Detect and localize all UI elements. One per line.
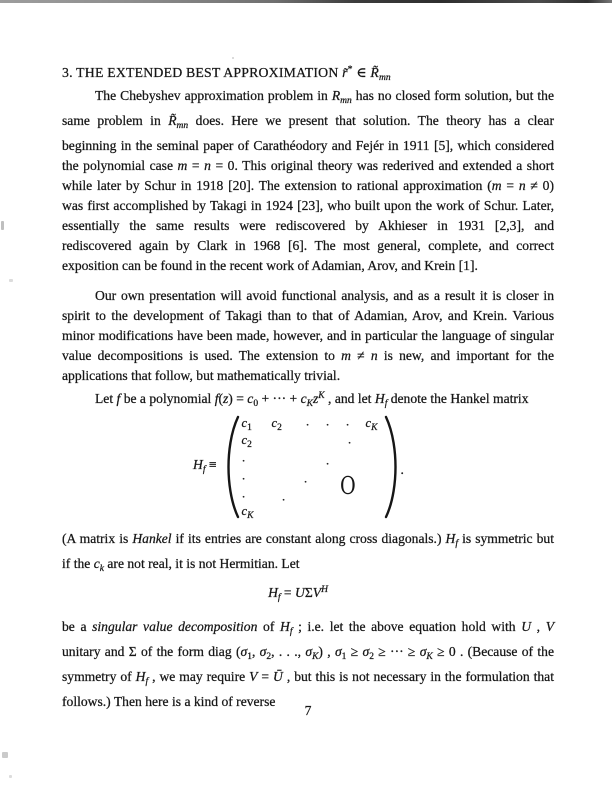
matrix-period: .: [400, 462, 404, 477]
svd-equation: $H_f = U\Sigma V^H$: [268, 585, 328, 603]
matrix-cell: ·: [281, 493, 286, 507]
matrix-cell: ·: [241, 490, 246, 504]
scan-artifact-top-edge: [0, 0, 612, 3]
section-heading: 3. THE EXTENDED BEST APPROXIMATION r̃* ∈ $R̃_{mn}$: [62, 65, 391, 83]
paragraph-hankel-definition: (A matrix is Hankel if its entries are constant along cross diagonals.) $H_f$ is symmetric but if the $c_k$ are not real, it is not Hermitian. Let: [62, 531, 555, 574]
matrix-cell: $c_K$: [241, 504, 254, 521]
matrix-body: [241, 416, 382, 521]
matrix-cell: $c_K$: [365, 416, 378, 433]
matrix-label: $H_f$ ≡: [193, 456, 217, 475]
paragraph-presentation: Our own presentation will avoid functional analysis, and as a result it is closer in spirit to the development of Takagi than to that of Adamian, Arov, and Krein. Various minor modifications have been made, however, and in particular the language of singular value decompositions is used. The extension to m ≠ n is new, and important for the applications that follow, but mathematically trivial.: [62, 288, 554, 383]
matrix-cell: $c_1$: [241, 416, 252, 433]
scan-artifact: [232, 57, 234, 59]
matrix-cell: ·: [303, 475, 308, 489]
matrix-cell: ·: [345, 418, 350, 432]
right-paren-icon: [384, 415, 398, 519]
matrix-cell: ·: [241, 454, 246, 468]
matrix-cell: ·: [241, 472, 246, 486]
matrix-cell: $c_2$: [271, 416, 282, 433]
matrix-cell: ·: [305, 418, 310, 432]
page-number: 7: [304, 703, 312, 718]
scan-artifact: [9, 279, 13, 282]
paragraph-polynomial-intro: Let f be a polynomial $f(z) = c_0$ + ··· + $c_Kz^K$ , and let $H_f$ denote the Hankel matrix: [95, 391, 529, 409]
matrix-cell: ·: [325, 457, 330, 471]
matrix-cell: ·: [325, 418, 330, 432]
matrix-cell: ·: [347, 436, 352, 450]
scan-artifact: [2, 752, 8, 758]
left-paren-icon: [226, 415, 240, 519]
scan-artifact: [9, 775, 12, 778]
paragraph-svd: be a singular value decomposition of $H_f$ ; i.e. let the above equation hold with U , V unitary and Σ of the form diag ($\sigma_1$, $\sigma_2$, . . ., $\sigma_K$) , $\sigma_1 \ge \sigma_2$ ≥ ··· ≥ $\sigma_K \ge 0$ . (Because of the symmetry of $H_f$ , we may require V = Ū , but this is not necessary in the formulation that follows.) Then here is a kind of reverse: [62, 619, 555, 709]
hankel-matrix-display: [193, 413, 404, 521]
scan-artifact: [1, 221, 4, 230]
paragraph-history: The Chebyshev approximation problem in $R_{mn}$ has no closed form solution, but the same problem in $R̃_{mn}$ does. Here we present that solution. The theory has a clear beginning in the seminal paper of Carathéodory and Fejér in 1911 [5], which considered the polynomial case m = n = 0. This original theory was rederived and extended a short while later by Schur in 1918 [20]. The extension to rational approximation (m = n ≠ 0) was first accomplished by Takagi in 1924 [23], who built upon the work of Schur. Later, essentially the same results were rediscovered by Akhieser in 1931 [2,3], and rediscovered again by Clark in 1968 [6]. The most general, complete, and correct exposition can be found in the recent work of Adamian, Arov, and Krein [1].: [62, 88, 554, 273]
matrix-cell: $c_2$: [241, 433, 252, 450]
matrix-zero-block: O: [339, 472, 356, 500]
